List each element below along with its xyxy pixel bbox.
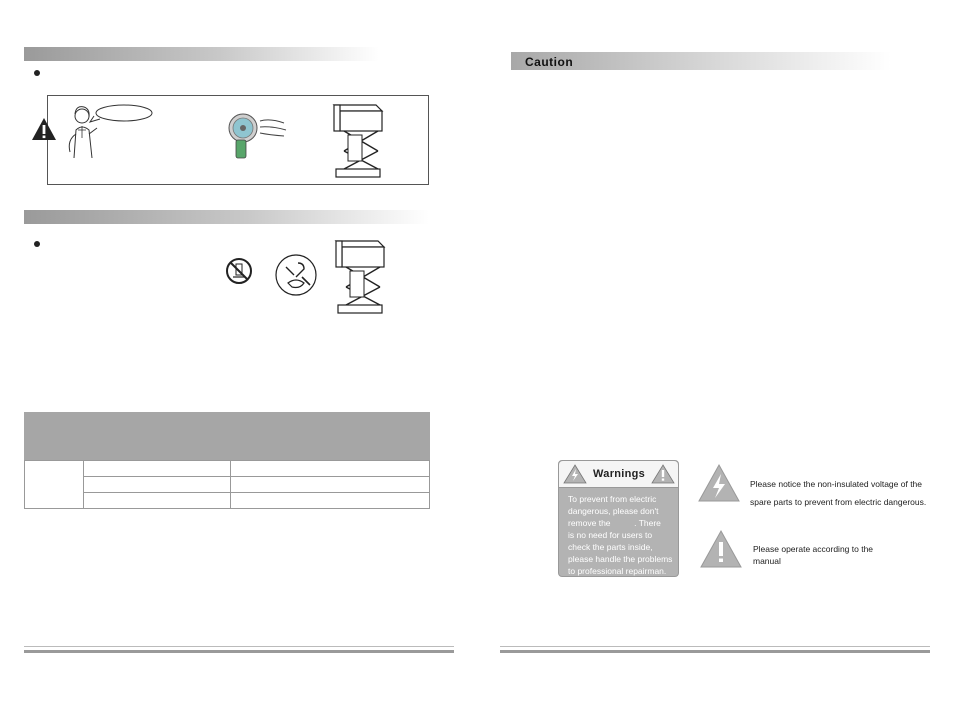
woman-speaking-icon (64, 100, 156, 160)
manual-note-line2: manual (753, 556, 781, 566)
warnings-box (558, 460, 679, 577)
lightning-triangle-icon-large (697, 463, 741, 503)
section1-bullet (34, 70, 40, 76)
left-footer-line (24, 650, 454, 653)
spec-table-group-cell (25, 461, 84, 509)
manual-note (753, 543, 913, 567)
manual-note-line1: Please operate according to the (753, 544, 874, 554)
warnings-text-line: to professional repairman. (568, 566, 667, 576)
right-footer-thin-line (500, 646, 930, 647)
caution-title: Caution (525, 55, 574, 69)
spec-table-cell (231, 477, 430, 493)
exclamation-triangle-icon (651, 464, 675, 484)
spec-table-header (24, 412, 430, 460)
lightning-triangle-icon (563, 464, 587, 484)
voltage-note-line1: Please notice the non-insulated voltage of the (750, 479, 923, 489)
spec-table-cell (231, 493, 430, 509)
section-header-bar-2 (24, 210, 429, 224)
warnings-text-line: To prevent from electric (568, 494, 657, 504)
no-touch-icon (225, 257, 253, 285)
voltage-note (750, 476, 940, 510)
warnings-text-line: is no need for users to (568, 530, 653, 540)
voltage-note-line2: spare parts to prevent from electric dangerous. (750, 497, 927, 507)
spec-table-cell (84, 461, 231, 477)
spec-table (24, 412, 430, 509)
warnings-text-line: dangerous, please don't (568, 506, 659, 516)
left-footer-thin-line (24, 646, 454, 647)
warnings-text-line: check the parts inside, (568, 542, 653, 552)
warnings-text-line: remove the . There (568, 518, 661, 528)
caution-triangle-icon (31, 117, 57, 141)
projector-lift-icon-2 (332, 237, 386, 317)
spec-table-cell (231, 461, 430, 477)
exclamation-triangle-icon-large (699, 529, 743, 569)
warnings-header (559, 461, 678, 488)
warnings-text (559, 488, 686, 577)
spec-table-cell (84, 477, 231, 493)
warnings-text-line: please handle the problems (568, 554, 673, 564)
projector-lift-icon (330, 101, 384, 181)
spec-table-cell (84, 493, 231, 509)
fan-icon (224, 109, 292, 165)
right-footer-line (500, 650, 930, 653)
repair-tools-icon (274, 253, 318, 297)
section2-bullet (34, 241, 40, 247)
warnings-title: Warnings (593, 468, 646, 480)
section-header-bar-1 (24, 47, 379, 61)
